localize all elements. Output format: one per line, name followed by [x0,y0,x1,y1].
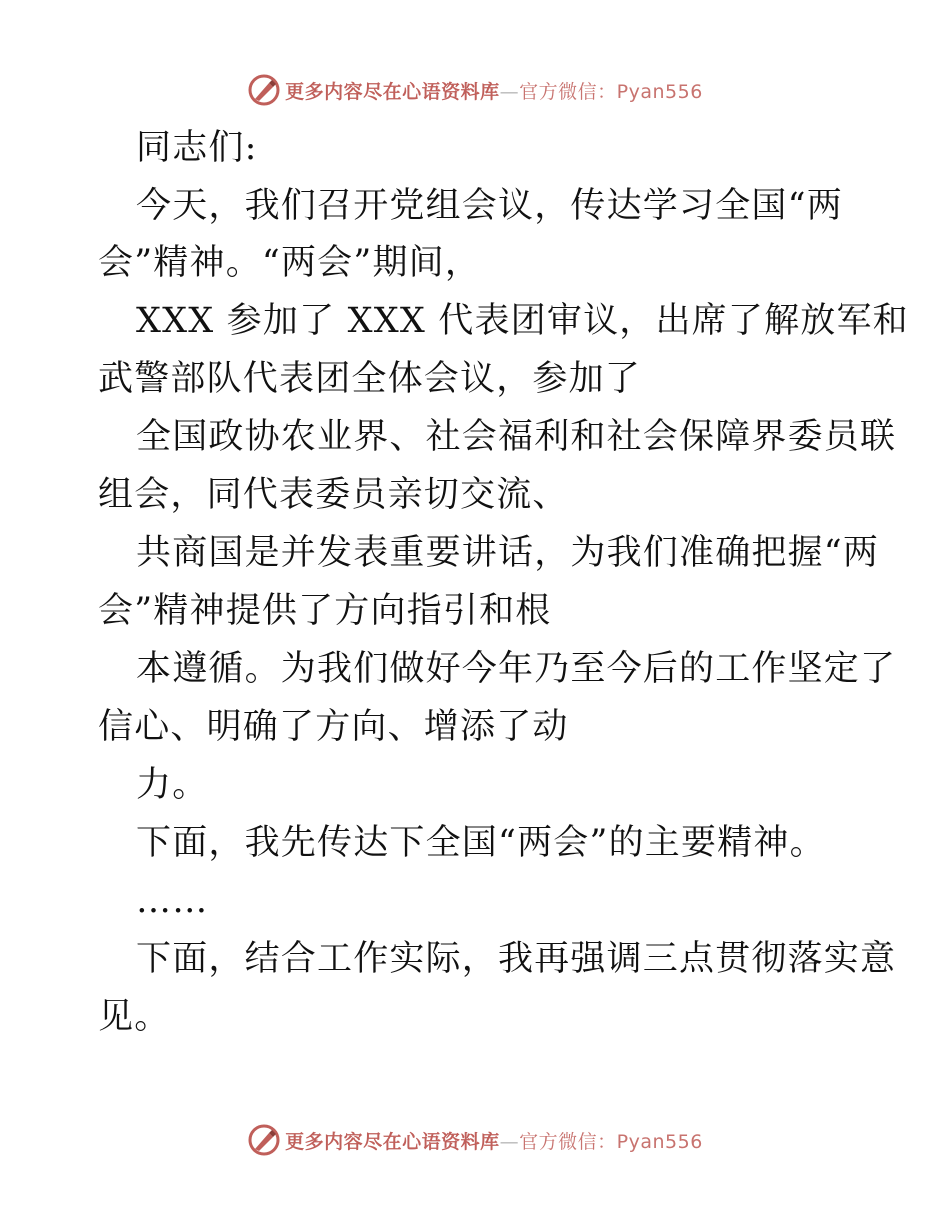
paragraph-line: 本遵循。为我们做好今年乃至今后的工作坚定了 [136,649,897,689]
pen-circle-logo-icon [247,73,281,107]
watermark-separator: — [499,1130,520,1153]
watermark-brand: 更多内容尽在心语资料库 [285,80,500,103]
paragraph-line: 会”精神。“两会”期间， [98,243,482,283]
paragraph-line: 下面，结合工作实际，我再强调三点贯彻落实意 [136,939,897,979]
watermark-separator: — [499,80,520,103]
footer-watermark [0,1120,950,1160]
greeting: 同志们: [136,128,258,168]
paragraph-line: 力。 [136,765,209,805]
watermark-text [285,77,703,104]
paragraph-line: 今天，我们召开党组会议，传达学习全国“两 [136,186,843,226]
header-watermark [0,70,950,110]
paragraph-line: 见。 [98,997,171,1037]
paragraph-line: XXX 参加了 XXX 代表团审议，出席了解放军和 [136,301,909,341]
paragraph-line: 全国政协农业界、社会福利和社会保障界委员联 [136,417,897,457]
watermark-wechat: 官方微信：Pyan556 [519,80,703,103]
paragraph-line: 会”精神提供了方向指引和根 [98,591,552,631]
watermark-brand: 更多内容尽在心语资料库 [285,1130,500,1153]
ellipsis-line: …… [136,881,209,921]
paragraph-line: 信心、明确了方向、增添了动 [98,707,569,747]
watermark-text [285,1127,703,1154]
paragraph-line: 组会，同代表委员亲切交流、 [98,475,569,515]
paragraph-line: 下面，我先传达下全国“两会”的主要精神。 [136,823,826,863]
watermark-wechat: 官方微信：Pyan556 [519,1130,703,1153]
paragraph-line: 共商国是并发表重要讲话，为我们准确把握“两 [136,533,880,573]
paragraph-line: 武警部队代表团全体会议，参加了 [98,359,642,399]
pen-circle-logo-icon [247,1123,281,1157]
